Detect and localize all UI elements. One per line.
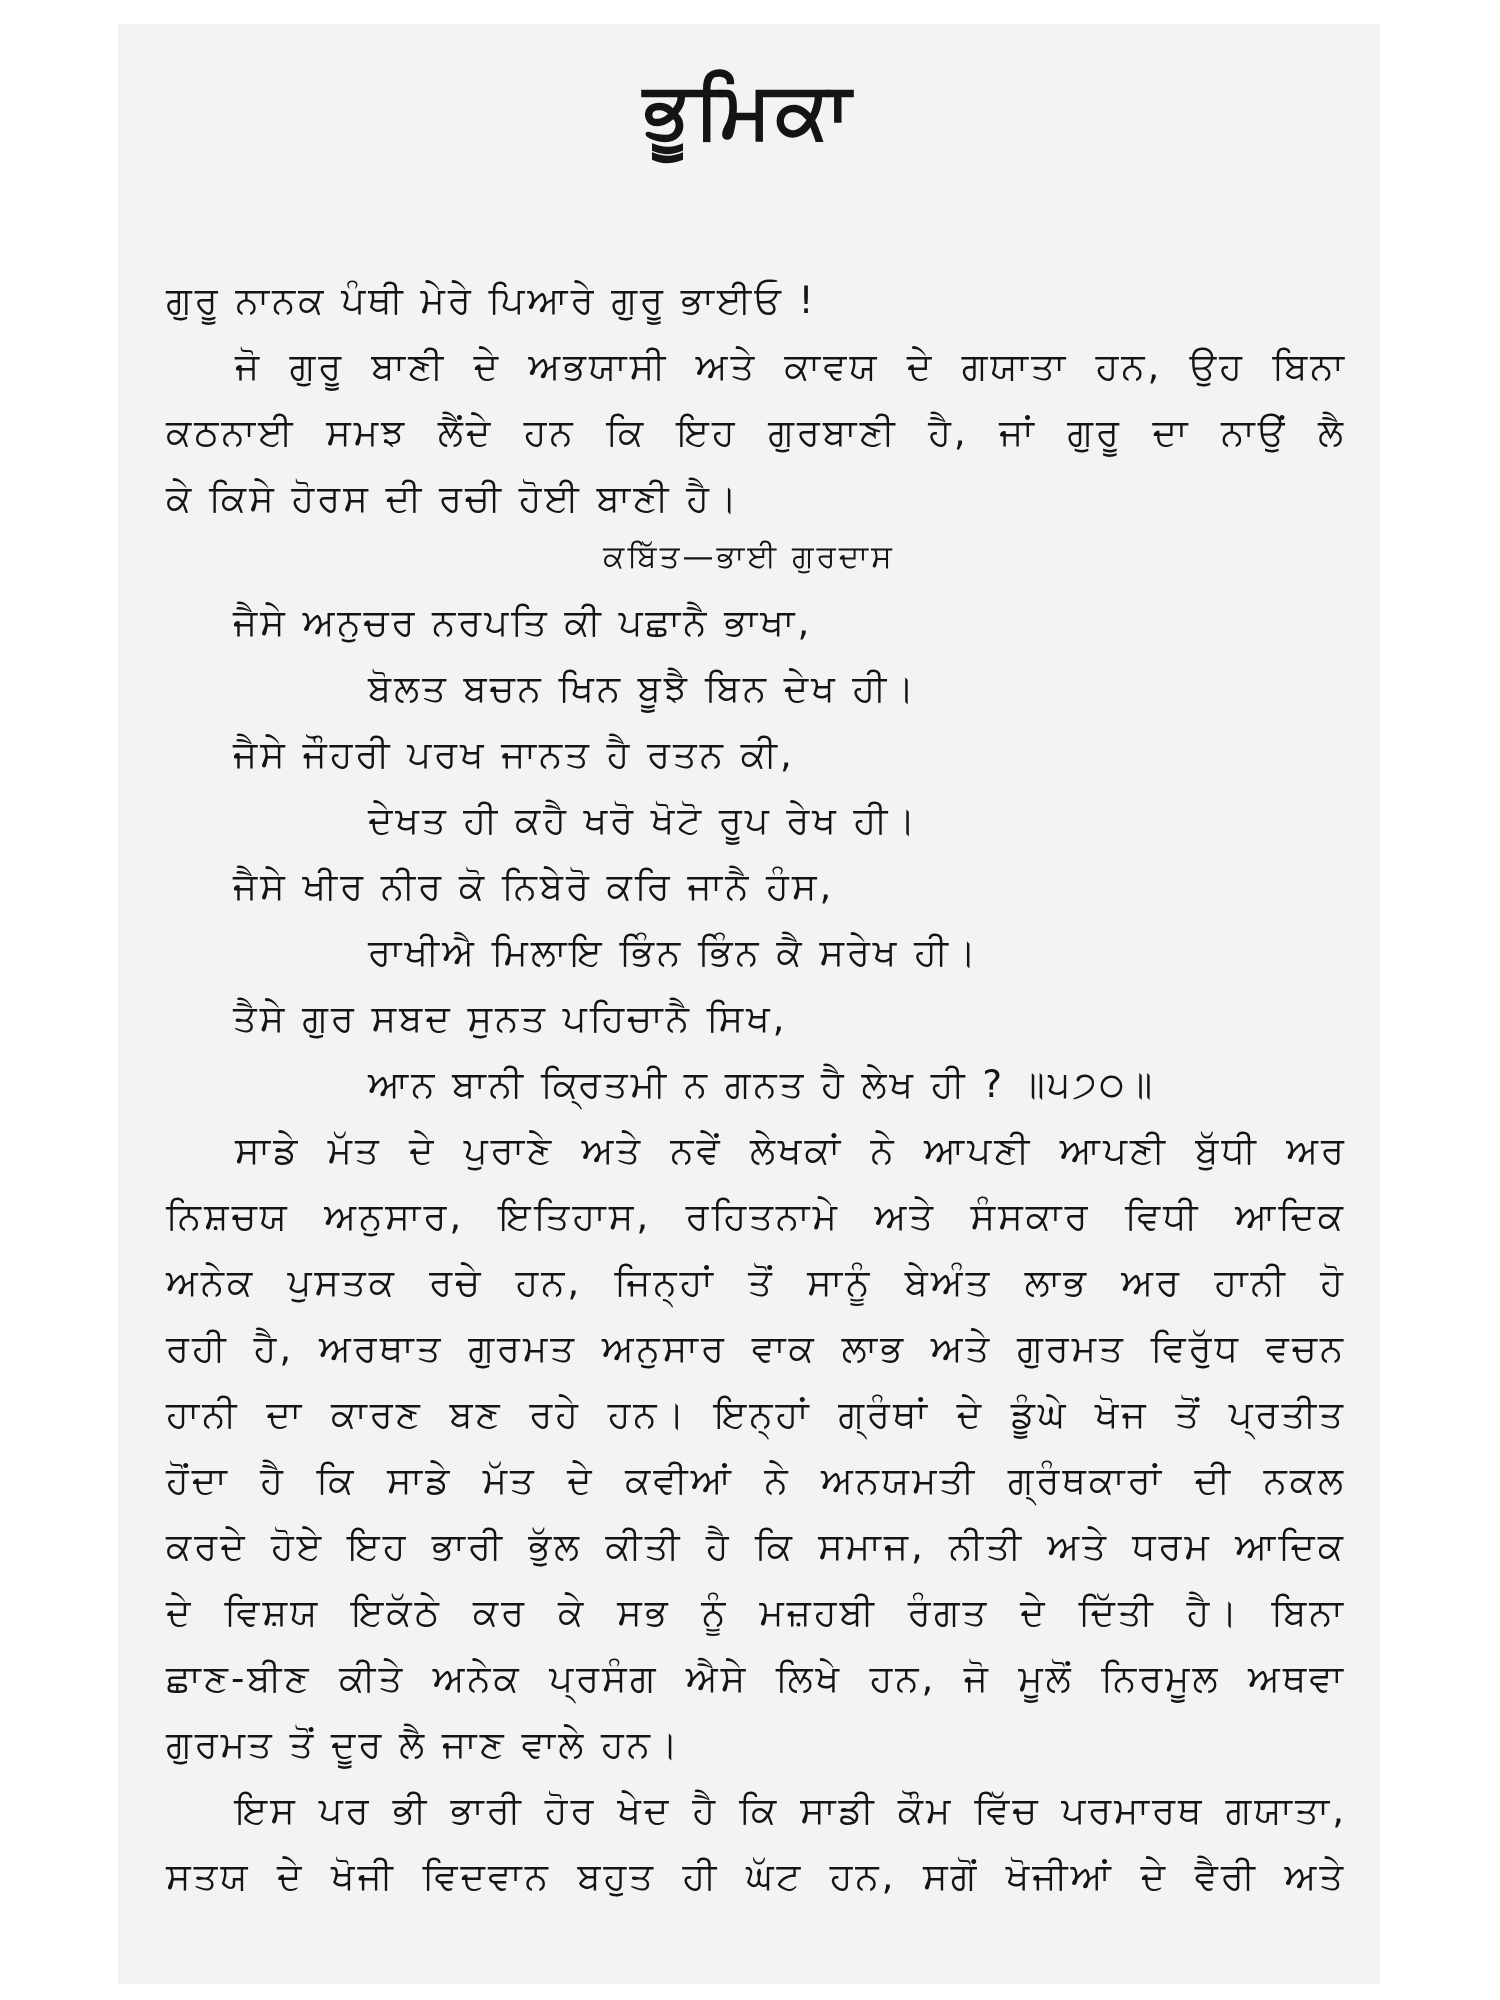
text-line: ਜੋ ਗੁਰੂ ਬਾਣੀ ਦੇ ਅਭਯਾਸੀ ਅਤੇ ਕਾਵਯ ਦੇ ਗਯਾਤਾ ਹਨ, ਉਹ ਬਿਨਾ [235,345,1347,388]
text-line: ਨਿਸ਼ਚਯ ਅਨੁਸਾਰ, ਇਤਿਹਾਸ, ਰਹਿਤਨਾਮੇ ਅਤੇ ਸੰਸਕਾਰ ਵਿਧੀ ਆਦਿਕ [166,1195,1346,1238]
text-line: ਇਸ ਪਰ ਭੀ ਭਾਰੀ ਹੋਰ ਖੇਦ ਹੈ ਕਿ ਸਾਡੀ ਕੌਮ ਵਿੱਚ ਪਰਮਾਰਥ ਗਯਾਤਾ, [235,1789,1347,1832]
verse-line: ਜੈਸੇ ਅਨੁਚਰ ਨਰਪਤਿ ਕੀ ਪਛਾਨੈ ਭਾਖਾ, [233,601,813,644]
text-line: ਸਤਯ ਦੇ ਖੋਜੀ ਵਿਦਵਾਨ ਬਹੁਤ ਹੀ ਘੱਟ ਹਨ, ਸਗੋਂ ਖੋਜੀਆਂ ਦੇ ਵੈਰੀ ਅਤੇ [166,1855,1346,1898]
text-line: ਅਨੇਕ ਪੁਸਤਕ ਰਚੇ ਹਨ, ਜਿਨ੍ਹਾਂ ਤੋਂ ਸਾਨੂੰ ਬੇਅੰਤ ਲਾਭ ਅਰ ਹਾਨੀ ਹੋ [166,1261,1346,1304]
text-line: ਕੇ ਕਿਸੇ ਹੋਰਸ ਦੀ ਰਚੀ ਹੋਈ ਬਾਣੀ ਹੈ। [166,477,740,520]
text-line: ਗੁਰੂ ਨਾਨਕ ਪੰਥੀ ਮੇਰੇ ਪਿਆਰੇ ਗੁਰੂ ਭਾਈਓ ! [166,279,817,322]
verse-line: ਜੈਸੇ ਖੀਰ ਨੀਰ ਕੋ ਨਿਬੇਰੋ ਕਰਿ ਜਾਨੈ ਹੰਸ, [233,865,835,908]
verse-line: ਰਾਖੀਐ ਮਿਲਾਇ ਭਿੰਨ ਭਿੰਨ ਕੈ ਸਰੇਖ ਹੀ। [368,931,979,974]
text-line: ਕਠਨਾਈ ਸਮਝ ਲੈਂਦੇ ਹਨ ਕਿ ਇਹ ਗੁਰਬਾਣੀ ਹੈ, ਜਾਂ ਗੁਰੂ ਦਾ ਨਾਉਂ ਲੈ [166,411,1346,454]
verse-line: ਜੈਸੇ ਜੌਹਰੀ ਪਰਖ ਜਾਨਤ ਹੈ ਰਤਨ ਕੀ, [233,733,795,776]
verse-line: ਤੈਸੇ ਗੁਰ ਸਬਦ ਸੁਨਤ ਪਹਿਚਾਨੈ ਸਿਖ, [233,997,788,1040]
text-line: ਛਾਣ-ਬੀਣ ਕੀਤੇ ਅਨੇਕ ਪ੍ਰਸੰਗ ਐਸੇ ਲਿਖੇ ਹਨ, ਜੋ ਮੂਲੋਂ ਨਿਰਮੂਲ ਅਥਵਾ [166,1657,1346,1700]
text-line: ਗੁਰਮਤ ਤੋਂ ਦੂਰ ਲੈ ਜਾਣ ਵਾਲੇ ਹਨ। [166,1723,681,1766]
text-line: ਸਾਡੇ ਮੱਤ ਦੇ ਪੁਰਾਣੇ ਅਤੇ ਨਵੇਂ ਲੇਖਕਾਂ ਨੇ ਆਪਣੀ ਆਪਣੀ ਬੁੱਧੀ ਅਰ [235,1129,1347,1172]
text-line: ਹਾਨੀ ਦਾ ਕਾਰਣ ਬਣ ਰਹੇ ਹਨ। ਇਨ੍ਹਾਂ ਗ੍ਰੰਥਾਂ ਦੇ ਡੂੰਘੇ ਖੋਜ ਤੋਂ ਪ੍ਰਤੀਤ [166,1393,1346,1436]
book-page [118,24,1380,1984]
text-line: ਰਹੀ ਹੈ, ਅਰਥਾਤ ਗੁਰਮਤ ਅਨੁਸਾਰ ਵਾਕ ਲਾਭ ਅਤੇ ਗੁਰਮਤ ਵਿਰੁੱਧ ਵਚਨ [166,1327,1346,1370]
text-line: ਕਰਦੇ ਹੋਏ ਇਹ ਭਾਰੀ ਭੁੱਲ ਕੀਤੀ ਹੈ ਕਿ ਸਮਾਜ, ਨੀਤੀ ਅਤੇ ਧਰਮ ਆਦਿਕ [166,1525,1346,1568]
verse-line: ਦੇਖਤ ਹੀ ਕਹੈ ਖਰੋ ਖੋਟੋ ਰੂਪ ਰੇਖ ਹੀ। [368,799,919,842]
page-title: ਭੂਮਿਕਾ [643,66,855,156]
verse-heading: ਕਬਿੱਤ—ਭਾਈ ਗੁਰਦਾਸ [603,539,895,575]
verse-line: ਬੋਲਤ ਬਚਨ ਖਿਨ ਬੂਝੈ ਬਿਨ ਦੇਖ ਹੀ। [368,667,918,710]
text-line: ਹੋਂਦਾ ਹੈ ਕਿ ਸਾਡੇ ਮੱਤ ਦੇ ਕਵੀਆਂ ਨੇ ਅਨਯਮਤੀ ਗ੍ਰੰਥਕਾਰਾਂ ਦੀ ਨਕਲ [166,1459,1346,1502]
verse-line: ਆਨ ਬਾਨੀ ਕ੍ਰਿਤਮੀ ਨ ਗਨਤ ਹੈ ਲੇਖ ਹੀ ? ॥੫੭੦॥ [368,1063,1156,1106]
text-line: ਦੇ ਵਿਸ਼ਯ ਇਕੱਠੇ ਕਰ ਕੇ ਸਭ ਨੂੰ ਮਜ਼ਹਬੀ ਰੰਗਤ ਦੇ ਦਿੱਤੀ ਹੈ। ਬਿਨਾ [166,1591,1346,1634]
